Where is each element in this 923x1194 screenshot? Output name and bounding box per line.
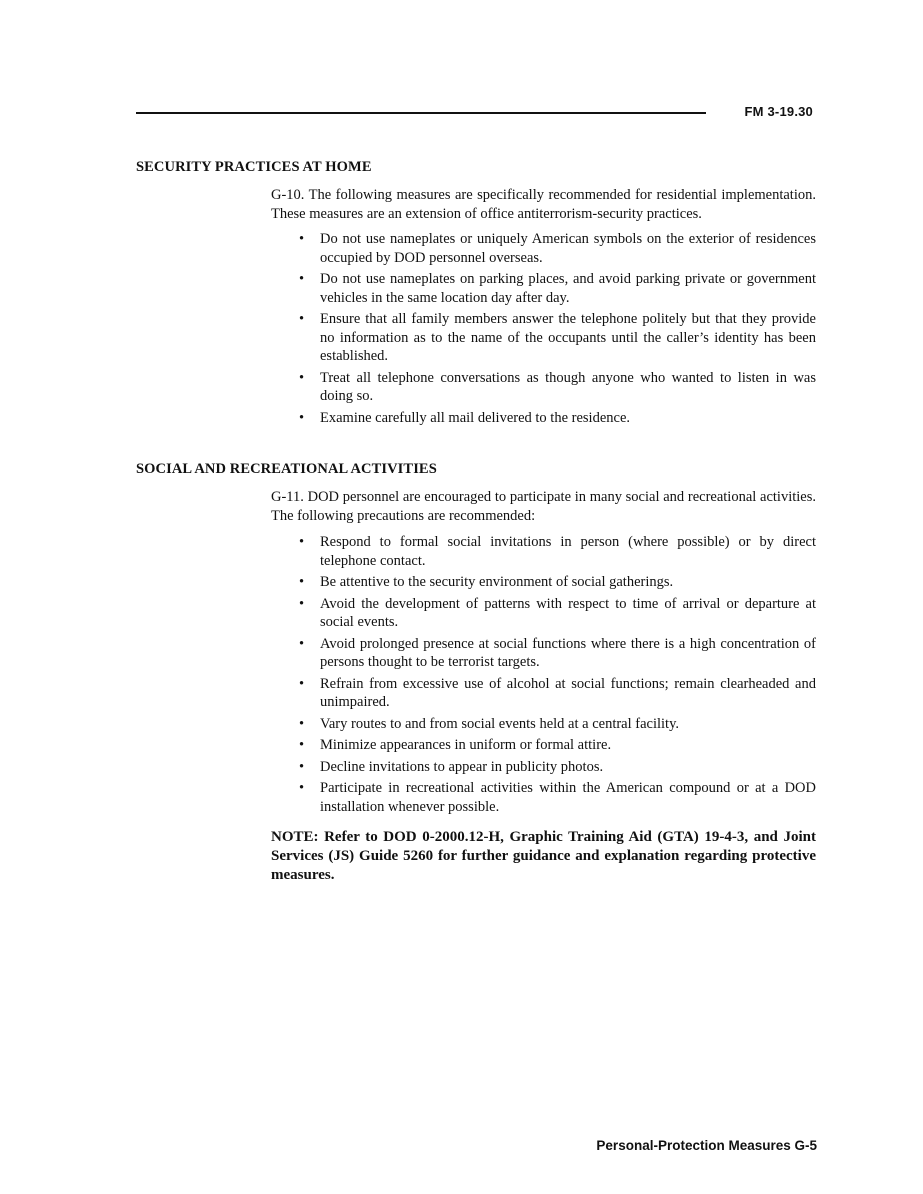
bullet-icon: • (299, 758, 305, 775)
bullet-icon: • (299, 595, 305, 612)
bullet-list-social (271, 533, 816, 816)
section-heading-security-at-home: SECURITY PRACTICES AT HOME (136, 159, 372, 175)
list-item: • Examine carefully all mail delivered to the residence. (299, 409, 631, 426)
bullet-icon: • (299, 574, 305, 590)
bullet-icon: • (299, 635, 305, 652)
list-item: • Treat all telephone conversations as though anyone who wanted to listen in was doing so. (299, 369, 816, 404)
list-item: • Vary routes to and from social events held at a central facility. (299, 715, 680, 732)
list-item: • Refrain from excessive use of alcohol at social functions; remain clearheaded and unimpaired. (299, 675, 816, 710)
bullet-icon: • (299, 737, 305, 753)
bullet-list-home (271, 230, 816, 427)
list-item: • Respond to formal social invitations in person (where possible) or by direct telephone contact. (299, 534, 816, 569)
bullet-icon: • (299, 534, 305, 550)
bullet-icon: • (299, 311, 305, 327)
bullet-icon: • (299, 675, 305, 692)
bullet-icon: • (299, 715, 305, 732)
section-body-social-recreational (271, 488, 816, 885)
bullet-icon: • (299, 369, 305, 386)
list-item: • Do not use nameplates or uniquely American symbols on the exterior of residences occupied by DOD personnel overseas. (299, 231, 816, 266)
note-protective-measures: NOTE: Refer to DOD 0-2000.12-H, Graphic Training Aid (GTA) 19-4-3, and Joint Services (JS) Guide 5260 for further guidance and explanation regarding protective measures. (271, 829, 816, 883)
list-item: • Do not use nameplates on parking places, and avoid parking private or government vehicles in the same location day after day. (299, 271, 816, 306)
bullet-icon: • (299, 231, 305, 247)
paragraph-g11: G-11. DOD personnel are encouraged to participate in many social and recreational activities. The following precautions are recommended: (271, 489, 816, 524)
list-item: • Avoid the development of patterns with respect to time of arrival or departure at social events. (299, 595, 816, 630)
bullet-icon: • (299, 409, 305, 426)
list-item: • Minimize appearances in uniform or formal attire. (299, 737, 612, 753)
list-item: • Decline invitations to appear in publicity photos. (299, 758, 604, 775)
section-body-security-at-home (271, 186, 816, 427)
list-item: • Ensure that all family members answer the telephone politely but that they provide no information as to the name of the occupants until the caller’s identity has been established. (299, 311, 816, 364)
bullet-icon: • (299, 271, 305, 287)
list-item: • Avoid prolonged presence at social functions where there is a high concentration of persons thought to be terrorist targets. (299, 635, 816, 670)
section-heading-social-recreational: SOCIAL AND RECREATIONAL ACTIVITIES (136, 461, 437, 477)
document-id: FM 3-19.30 (744, 104, 813, 119)
bullet-icon: • (299, 780, 305, 796)
list-item: • Be attentive to the security environment of social gatherings. (299, 574, 674, 590)
page-footer: Personal-Protection Measures G-5 (596, 1138, 817, 1153)
list-item: • Participate in recreational activities within the American compound or at a DOD installation whenever possible. (299, 780, 816, 815)
header-rule (136, 112, 706, 114)
paragraph-g10: G-10. The following measures are specifically recommended for residential implementation. These measures are an extension of office antiterrorism-security practices. (271, 187, 816, 222)
